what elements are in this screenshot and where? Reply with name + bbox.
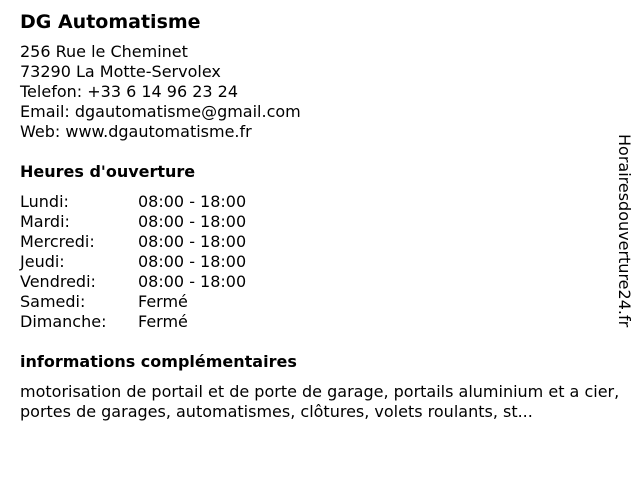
hours-day: Mardi: (20, 212, 70, 231)
hours-row-friday (20, 272, 620, 292)
address-line-street: 256 Rue le Cheminet (20, 42, 188, 61)
opening-hours-table (20, 192, 620, 332)
hours-day: Lundi: (20, 192, 69, 211)
hours-time: Fermé (138, 312, 188, 331)
hours-row-sunday (20, 312, 620, 332)
hours-day: Mercredi: (20, 232, 95, 251)
opening-hours-heading: Heures d'ouverture (20, 162, 196, 181)
hours-row-saturday (20, 292, 620, 312)
hours-time: Fermé (138, 292, 188, 311)
hours-day: Jeudi: (20, 252, 65, 271)
phone-line[interactable]: Telefon: +33 6 14 96 23 24 (20, 82, 239, 101)
email-line[interactable]: Email: dgautomatisme@gmail.com (20, 102, 301, 121)
hours-time: 08:00 - 18:00 (138, 232, 247, 251)
hours-row-wednesday (20, 232, 620, 252)
hours-time: 08:00 - 18:00 (138, 272, 247, 291)
additional-info-text: motorisation de portail et de porte de garage, portails aluminium et a cier, portes de garages, automatismes, clôtures, volets roulants, st... (20, 382, 620, 421)
hours-time: 08:00 - 18:00 (138, 252, 247, 271)
hours-day: Dimanche: (20, 312, 107, 331)
hours-row-tuesday (20, 212, 620, 232)
business-name: DG Automatisme (20, 11, 201, 33)
hours-day: Samedi: (20, 292, 86, 311)
brand-watermark-text: Horairesdouverture24.fr (615, 134, 634, 328)
address-line-city: 73290 La Motte-Servolex (20, 62, 221, 81)
web-line[interactable]: Web: www.dgautomatisme.fr (20, 122, 252, 141)
business-card (20, 10, 620, 422)
additional-info-heading: informations complémentaires (20, 352, 297, 371)
brand-watermark (612, 134, 636, 346)
hours-row-thursday (20, 252, 620, 272)
hours-row-monday (20, 192, 620, 212)
hours-day: Vendredi: (20, 272, 96, 291)
hours-time: 08:00 - 18:00 (138, 192, 247, 211)
hours-time: 08:00 - 18:00 (138, 212, 247, 231)
